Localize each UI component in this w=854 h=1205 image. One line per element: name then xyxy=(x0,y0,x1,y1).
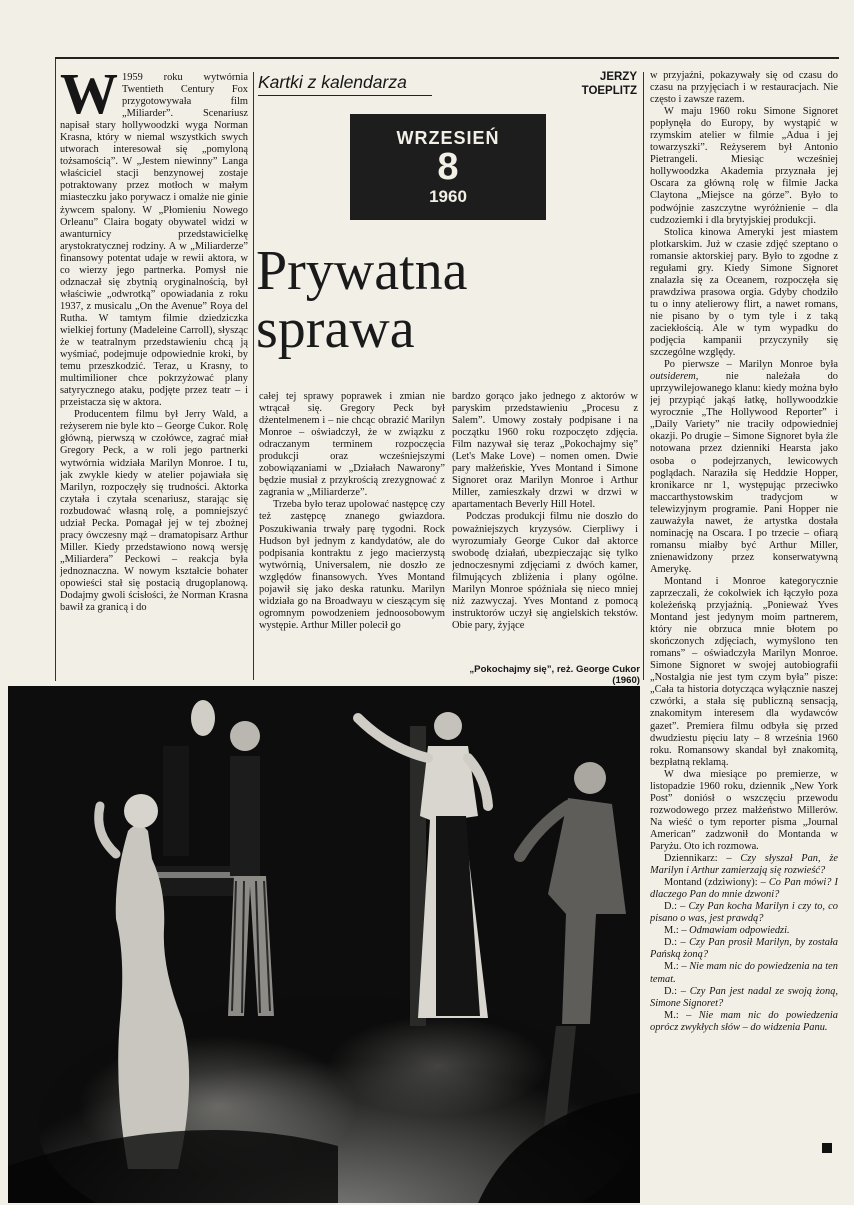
article-column-4 xyxy=(650,70,838,1138)
speaker: M.: – xyxy=(664,925,690,937)
article-column-3 xyxy=(452,391,638,676)
speech: Czy Pan kocha Marilyn i czy to, co pisano o was, jest prawdą? xyxy=(650,901,838,925)
paragraph: Montand i Monroe kategorycznie zaprzeczali, że cokolwiek ich łączyło poza koleżeńską przyjaźnią. „Ponieważ Yves Montand jest jedynym moim partnerem, który nie obrzuca mnie błotem po skończonych zdjęciach, wymyślono ten romans” – oświadczyła Marilyn Monroe. Simone Signoret w swojej autobiografii „Nostalgia nie jest tym czym była” pisze: „Cała ta historia dotycząca wyłącznie naszej czwórki, a stała się publiczną sensacją, znakomitym interesem dla wydawców gazet”. Premiera filmu odbyła się przed dwudziestu pięciu laty – 8 września 1960 roku. Romansowy skandal był znakomitą, bezpłatną reklamą. xyxy=(650,575,838,768)
author-first-name: JERZY xyxy=(599,71,637,83)
speech: Czy Pan prosił Marilyn, by została Pańską żoną? xyxy=(650,937,838,961)
date-box xyxy=(350,114,546,220)
speaker: M.: – xyxy=(664,961,690,973)
rubric-title: Kartki z kalendarza xyxy=(258,72,407,92)
dialogue-line xyxy=(650,986,838,1010)
photo-caption: „Pokochajmy się”, reż. George Cukor (1960) xyxy=(469,664,640,686)
paragraph: Stolica kinowa Ameryki jest miastem plotkarskim. Już w czasie zdjęć szeptano o romansie aktorskiej pary. Było to zgodne z regułami gry. Kiedy Simone Signoret znalazła się za Oceanem, rozpoczęła się prawdziwa prasowa orgia. Gdyby chodziło tu o inny atelierowy flirt, a nawet romans, nie pisano by o tym tyle i z taką zaciekłością. Ale w tym wypadku do podjęcia kampanii przyczyniły się szczególne względy. xyxy=(650,226,838,359)
headline-line: sprawa xyxy=(256,298,415,360)
author-last-name: TOEPLITZ xyxy=(581,85,637,97)
paragraph xyxy=(650,359,838,576)
column-divider xyxy=(253,72,254,680)
paragraph: W dwa miesiące po premierze, w listopadzie 1960 roku, dziennik „New York Post” doniósł o wszczęciu przewodu rozwodowego przez małżeństwo Millerów. Na wieść o tym reporter pisma „Journal American” zadzwonił do Montanda w Paryżu. Oto ich rozmowa. xyxy=(650,768,838,852)
text-run: , nie należała do uprzywilejowanego klanu: kiedy można było jej przypiąć jakąś łatkę, hollywoodzkie wyrocznie „The Hollywood Reporter” i „Daily Variety” nie traciły odpowiedniej okazji. Po drugie – Simone Signoret była źle notowana przez dzienniki Hearsta jako osoba o podejrzanych, lewicowych poglądach. Naraziła się Heddzie Hopper, kronikarce nr 1, występując przeciwko maccarthystowskim tradycjom w telewizyjnym programie. Pani Hopper nie zauważyła nawet, że artystka dostała nominację na Oscara. I po trzecie – ofiarą romansu miałby być Arthur Miller, znienawidzony przez konserwatywną Amerykę. xyxy=(650,371,838,575)
text-run: Po pierwsze – Marilyn Monroe była xyxy=(664,359,838,371)
top-rule xyxy=(55,57,839,59)
rubric-underline xyxy=(258,95,432,96)
italic-run: outsiderem xyxy=(650,371,696,383)
dialogue-line xyxy=(650,925,838,937)
speech: Czy słyszał Pan, że Marilyn i Arthur zamierzają się rozwieść? xyxy=(650,853,838,877)
dialogue-line xyxy=(650,961,838,985)
left-border xyxy=(55,59,56,681)
speaker: M.: – xyxy=(664,1009,699,1021)
dialogue-line xyxy=(650,901,838,925)
paragraph: Producentem filmu był Jerry Wald, a reżyserem nie byle kto – George Cukor. Rolę główną, pierwszą w czołówce, zagrać miał Gregory Peck, a w roli jego partnerki wytwórnia widziała Marilyn Monroe. I tu, jak zwykle kiedy w atelier pojawiała się Marilyn, rozpoczęły się trudności. Aktorka czytała i czytała scenariusz, starając się rozbudować własną rolę, a pomniejszyć udział Pecka. Pomagał jej w tej zbożnej pracy ówczesny mąż – dramatopisarz Arthur Miller. Kiedy przedstawiono nową wersję „Miliardera” Peckowi – reakcja była jednoznaczna. W nowym kształcie bohater opowieści stał się postacią drugoplanową. Dodajmy gwoli ścisłości, że Norman Krasna bawił za granicą i do xyxy=(60,409,248,614)
film-still-illustration xyxy=(8,686,640,1203)
author-byline xyxy=(565,70,637,98)
speech: Czy Pan jest nadal ze swoją żoną, Simone Signoret? xyxy=(650,985,838,1009)
date-day: 8 xyxy=(437,146,459,188)
speech: Nie mam nic do powiedzenia oprócz zwykłych słów – do widzenia Panu. xyxy=(650,1009,838,1033)
speech: Nie mam nic do powiedzenia na ten temat. xyxy=(650,961,838,985)
headline-line: Prywatna xyxy=(256,240,468,302)
paragraph: W maju 1960 roku Simone Signoret popłynęła do Europy, by wystąpić w rzymskim atelier w filmie „Adua i jej towarzyszki”. Reżyserem był Antonio Pietrangeli. Miesiąc wcześniej hollywoodzka Akademia przyznała jej Oscara za główną rolę w filmie Jacka Claytona „Miejsce na górze”. Było to podwójnie zaszczytne wyróżnienie – dla cudzoziemki i dla brytyjskiej produkcji. xyxy=(650,106,838,226)
paragraph: całej tej sprawy poprawek i zmian nie wtrącał się. Gregory Peck był dżentelmenem i – nie chcąc obrazić Marilyn Monroe – oświadczył, że w związku z odraczanym terminem rozpoczęcia produkcji oraz wcześniejszymi zobowiązaniami w „Działach Nawarony” będzie musiał z przykrością zrezygnować z zagrania w „Miliarderze”. xyxy=(259,391,445,499)
paragraph: Trzeba było teraz upolować następcę czy też zastępcę znanego gwiazdora. Poszukiwania trwały parę tygodni. Rock Hudson był jednym z kandydatów, ale do podpisania kontraktu z jego macierzystą wytwórnią, Universalem, nie doszło ze względów finansowych. Yves Montand pojawił się jako deska ratunku. Marilyn widziała go na Broadwayu w cieszącym się ogromnym powodzeniem jednoosobowym występie. Arthur Miller polecił go xyxy=(259,499,445,631)
column-divider xyxy=(643,72,644,680)
paragraph: bardzo gorąco jako jednego z aktorów w paryskim przedstawieniu „Procesu z Salem”. Umowy zostały podpisane i na początku 1960 roku rozpoczęto zdjęcia. Film nazywał się teraz „Pokochajmy się” (Let's Make Love) – nomen omen. Dwie pary małżeńskie, Yves Montand i Simone Signoret oraz Marilyn Monroe i Arthur Miller, zamieszkały drzwi w drzwi w apartamentach Beverly Hill Hotel. xyxy=(452,391,638,511)
speech: Co Pan mówi? I dlaczego Pan do mnie dzwoni? xyxy=(650,877,838,901)
article-column-2 xyxy=(259,391,445,676)
article-column-1 xyxy=(60,72,248,674)
dialogue-line xyxy=(650,877,838,901)
date-year: 1960 xyxy=(429,187,467,206)
drop-cap: W xyxy=(60,72,118,126)
film-still-photo xyxy=(8,686,640,1203)
speaker: Montand (zdziwiony): – xyxy=(664,877,769,889)
paragraph: 1959 roku wytwórnia Twentieth Century Fox przygotowywała film „Miliarder”. Scenariusz napisał stary hollywoodzki wyga Norman Krasna, który w niemal wszystkich swych utworach interesował się „pomyloną tożsamością”. W „Jestem niewinny” Langa właściciel stacji benzynowej zostaje potraktowany przez motłoch w małym miasteczku jako porywacz i omalże nie ginie żywcem spalony. W „Płomieniu Nowego Orleanu” Claira bogaty obywatel widzi w awanturnicy przedstawicielkę arystokratycznej rodziny. A w „Miliarderze” finansowy potentat udaje w rewii aktora, w co wierzy jego partnerka. Pomysł nie odznaczał się zbytnią oryginalnością, był właściwie „odwrotką” opowiadania z roku 1937, z musicalu „On the Avenue” Roya del Rutha. W tamtym filmie dziedziczka wielkiej fortuny (Madeleine Carroll), słysząc że w teatralnym przedstawieniu chcą ją wyśmiać, podejmuje odpowiednie kroki, by temu przeszkodzić. Teraz, u Krasny, to multimilioner chce pokrzyżować plany satyrycznego ataku, podjęte przez teatr – i przeistacza się w aktora. xyxy=(60,72,248,409)
speaker: D.: – xyxy=(664,985,690,997)
speech: Odmawiam odpowiedzi. xyxy=(689,925,790,937)
dialogue-line xyxy=(650,853,838,877)
end-of-article-mark xyxy=(822,1143,832,1153)
speaker: D.: – xyxy=(664,937,690,949)
dialogue-line xyxy=(650,1010,838,1034)
speaker: Dziennikarz: – xyxy=(664,853,741,865)
headline xyxy=(256,242,596,358)
paragraph: Podczas produkcji filmu nie doszło do poważniejszych kryzysów. Cierpliwy i wyrozumiały George Cukor dał aktorce swobodę działań, ubezpieczając się tylko jednoczesnymi zdjęciami z dwóch kamer, filmujących zbliżenia i plany ogólne. Marilyn Monroe spóźniała się nieco mniej niż zazwyczaj. Yves Montand z pomocą instruktorów uczył się angielskich tekstów. Obie pary, żyjące xyxy=(452,511,638,631)
date-month: WRZESIEŃ xyxy=(396,128,500,148)
dialogue-line xyxy=(650,937,838,961)
speaker: D.: – xyxy=(664,901,689,913)
paragraph: w przyjaźni, pokazywały się od czasu do czasu na przyjęciach i w restauracjach. Nie często i zawsze razem. xyxy=(650,70,838,106)
